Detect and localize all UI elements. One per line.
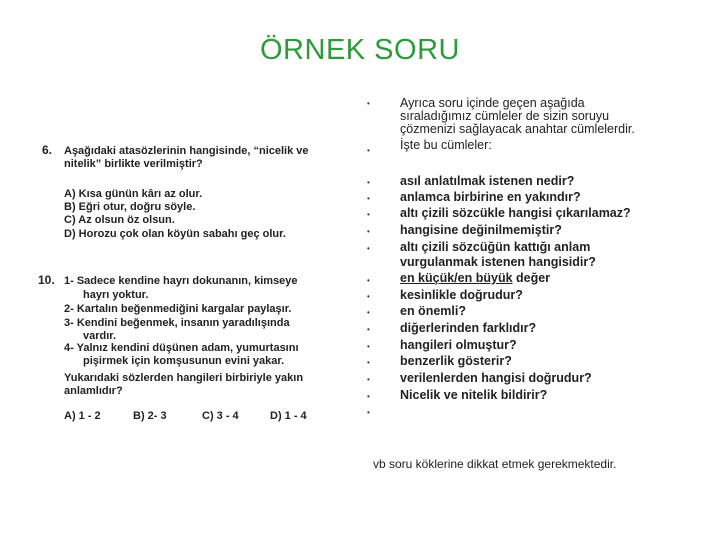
bullet: • <box>367 375 370 384</box>
bullet: • <box>367 178 370 187</box>
key-phrase-7: kesinlikle doğrudur? <box>400 288 523 302</box>
key-phrase-6-underlined: en küçük/en büyük <box>400 271 513 285</box>
bullet: • <box>367 358 370 367</box>
question-10-item-4-line-2: pişirmek için komşusunun evini yakar. <box>83 355 285 367</box>
key-phrase-11: benzerlik gösterir? <box>400 354 512 368</box>
question-10-item-4-line-1: 4- Yalnız kendini düşünen adam, yumurtasını <box>64 342 299 354</box>
bullet: • <box>367 308 370 317</box>
key-phrase-12: verilenlerden hangisi doğrudur? <box>400 371 592 385</box>
bullet: • <box>367 276 370 285</box>
question-10-answer-a: A) 1 - 2 <box>64 410 101 422</box>
key-phrase-5-line-1: altı çizili sözcüğün kattığı anlam <box>400 240 591 254</box>
key-phrase-6 <box>400 271 550 285</box>
key-phrase-10: hangileri olmuştur? <box>400 338 517 352</box>
bullet: • <box>367 194 370 203</box>
question-10-item-2: 2- Kartalın beğenmediğini kargalar paylaşır. <box>64 303 292 315</box>
key-phrase-4: hangisine değinilmemiştir? <box>400 223 562 237</box>
question-10-item-3-line-1: 3- Kendini beğenmek, insanın yaradılışında <box>64 317 290 329</box>
question-6-option-b: B) Eğri otur, doğru söyle. <box>64 201 196 213</box>
bullet: • <box>367 292 370 301</box>
intro-line-2: sıraladığımız cümleler de sizin soruyu <box>400 109 610 123</box>
key-phrase-6-rest: değer <box>512 271 551 285</box>
key-phrase-13: Nicelik ve nitelik bildirir? <box>400 388 548 402</box>
key-phrase-9: diğerlerinden farklıdır? <box>400 321 537 335</box>
intro-line-4: İşte bu cümleler: <box>400 138 492 152</box>
question-6-stem-line-2: nitelik” birlikte verilmiştir? <box>64 158 203 170</box>
question-10-item-3-line-2: vardır. <box>83 330 117 342</box>
bullet: • <box>367 408 370 417</box>
intro-line-1: Ayrıca soru içinde geçen aşağıda <box>400 96 585 110</box>
question-10-item-1-line-2: hayrı yoktur. <box>83 289 149 301</box>
key-phrase-2: anlamca birbirine en yakındır? <box>400 190 581 204</box>
bullet: • <box>367 227 370 236</box>
question-6-stem-line-1: Aşağıdaki atasözlerinin hangisinde, “nicelik ve <box>64 145 309 157</box>
page-title: ÖRNEK SORU <box>260 34 460 66</box>
question-6-number: 6. <box>42 143 53 157</box>
bullet: • <box>367 392 370 401</box>
question-10-number: 10. <box>38 273 55 287</box>
question-10-answer-b: B) 2- 3 <box>133 410 167 422</box>
intro-line-3: çözmenizi sağlayacak anahtar cümlelerdir. <box>400 122 635 136</box>
bullet: • <box>367 146 370 155</box>
key-phrase-5-line-2: vurgulanmak istenen hangisidir? <box>400 255 596 269</box>
question-10-answer-d: D) 1 - 4 <box>270 410 307 422</box>
question-10-stem-line-2: anlamlıdır? <box>64 385 123 397</box>
question-6-option-a: A) Kısa günün kârı az olur. <box>64 188 203 200</box>
key-phrase-1: asıl anlatılmak istenen nedir? <box>400 174 575 188</box>
question-6-option-c: C) Az olsun öz olsun. <box>64 214 175 226</box>
footer-note: vb soru köklerine dikkat etmek gerekmektedir. <box>373 457 617 471</box>
bullet: • <box>367 342 370 351</box>
bullet: • <box>367 325 370 334</box>
question-10-item-1-line-1: 1- Sadece kendine hayrı dokunanın, kimseye <box>64 275 298 287</box>
question-10-answer-c: C) 3 - 4 <box>202 410 239 422</box>
bullet: • <box>367 244 370 253</box>
question-6-option-d: D) Horozu çok olan köyün sabahı geç olur. <box>64 228 286 240</box>
bullet: • <box>367 210 370 219</box>
key-phrase-8: en önemli? <box>400 304 466 318</box>
question-10-stem-line-1: Yukarıdaki sözlerden hangileri birbiriyle yakın <box>64 372 304 384</box>
key-phrase-3: altı çizili sözcükle hangisi çıkarılamaz? <box>400 206 631 220</box>
bullet: • <box>367 99 370 108</box>
